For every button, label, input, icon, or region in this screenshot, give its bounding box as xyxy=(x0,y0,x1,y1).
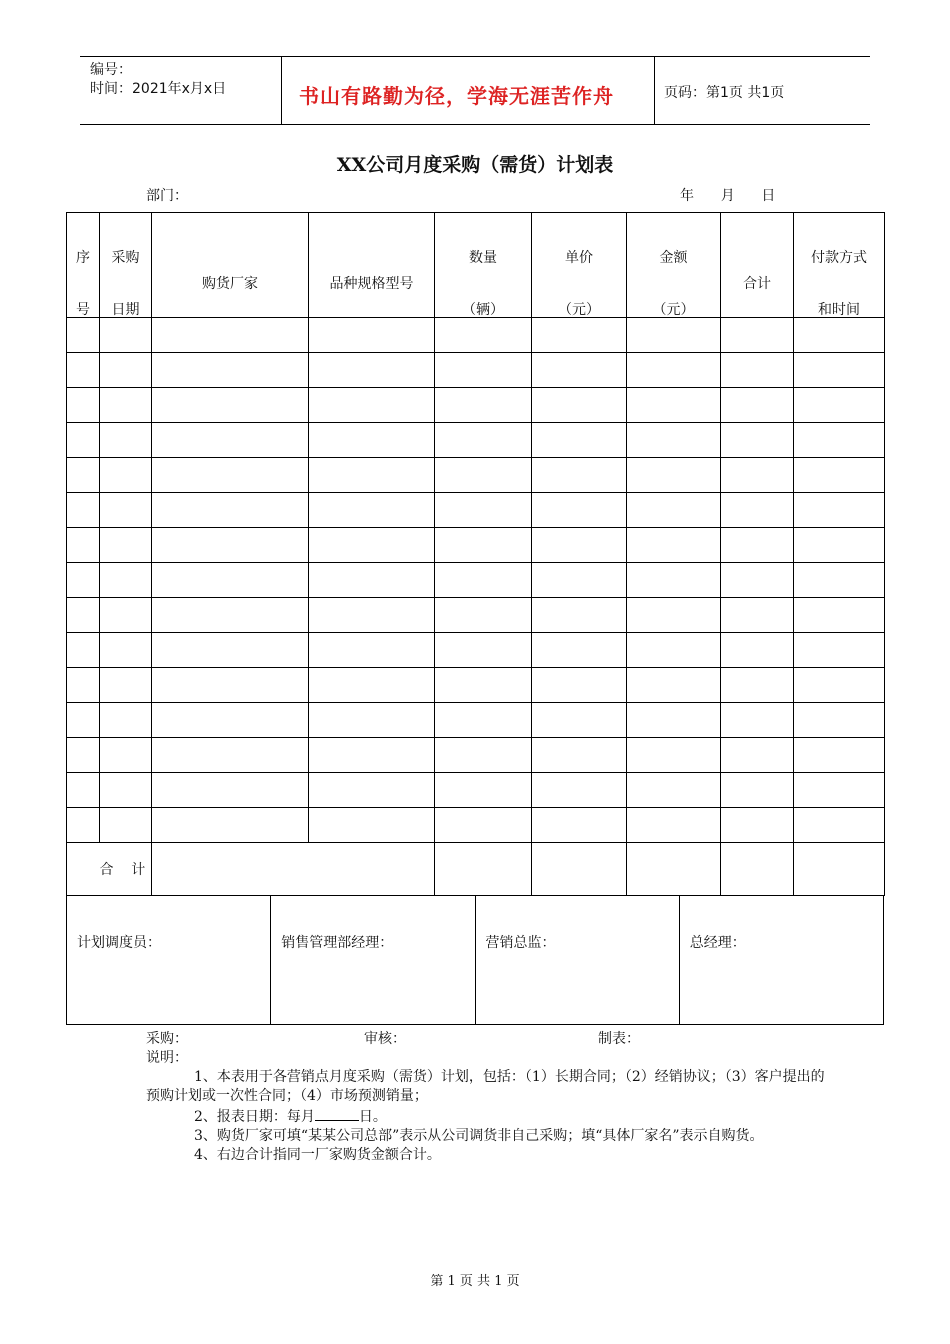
cell-seq[interactable] xyxy=(67,808,100,843)
cell-qty[interactable] xyxy=(435,493,532,528)
cell-vendor[interactable] xyxy=(152,633,309,668)
cell-qty[interactable] xyxy=(435,423,532,458)
col-seq: 序 号 xyxy=(76,250,90,318)
cell-amount[interactable] xyxy=(627,563,721,598)
total-amount-cell[interactable] xyxy=(627,843,721,896)
cell-payment[interactable] xyxy=(794,493,885,528)
cell-seq[interactable] xyxy=(67,458,100,493)
cell-amount[interactable] xyxy=(627,353,721,388)
serial-label: 编号： xyxy=(90,62,132,78)
table-row xyxy=(67,598,885,633)
sig-sales-manager[interactable]: 销售管理部经理： xyxy=(271,896,475,1024)
table-row xyxy=(67,318,885,353)
total-price-cell[interactable] xyxy=(532,843,627,896)
cell-seq[interactable] xyxy=(67,353,100,388)
cell-payment[interactable] xyxy=(794,458,885,493)
dept-label: 部门： xyxy=(146,188,188,204)
cell-date[interactable] xyxy=(100,458,152,493)
cell-amount[interactable] xyxy=(627,808,721,843)
cell-amount[interactable] xyxy=(627,528,721,563)
table-row xyxy=(67,458,885,493)
sig-marketing-director[interactable]: 营销总监： xyxy=(476,896,680,1024)
header-divider-left xyxy=(281,56,282,125)
cell-seq[interactable] xyxy=(67,528,100,563)
cell-qty[interactable] xyxy=(435,353,532,388)
plan-table xyxy=(66,212,885,896)
total-label: 合 计 xyxy=(99,862,146,878)
cell-date[interactable] xyxy=(100,668,152,703)
cell-seq[interactable] xyxy=(67,668,100,703)
cell-spec[interactable] xyxy=(309,598,435,633)
col-amount: 金额 （元） xyxy=(652,250,695,318)
cell-payment[interactable] xyxy=(794,633,885,668)
cell-subtotal[interactable] xyxy=(721,423,794,458)
cell-seq[interactable] xyxy=(67,703,100,738)
cell-price[interactable] xyxy=(532,318,627,353)
purchase-sign: 采购： xyxy=(146,1031,188,1047)
cell-subtotal[interactable] xyxy=(721,773,794,808)
cell-date[interactable] xyxy=(100,808,152,843)
cell-date[interactable] xyxy=(100,563,152,598)
cell-qty[interactable] xyxy=(435,808,532,843)
report-day-blank[interactable] xyxy=(315,1106,359,1121)
cell-amount[interactable] xyxy=(627,318,721,353)
table-row xyxy=(67,563,885,598)
cell-qty[interactable] xyxy=(435,388,532,423)
cell-seq[interactable] xyxy=(67,598,100,633)
cell-payment[interactable] xyxy=(794,773,885,808)
cell-spec[interactable] xyxy=(309,633,435,668)
cell-price[interactable] xyxy=(532,423,627,458)
col-date: 采购 日期 xyxy=(111,250,140,318)
cell-qty[interactable] xyxy=(435,528,532,563)
cell-seq[interactable] xyxy=(67,388,100,423)
table-row xyxy=(67,528,885,563)
header-bottom-rule xyxy=(80,124,870,125)
cell-amount[interactable] xyxy=(627,738,721,773)
table-header-row xyxy=(67,213,885,318)
cell-subtotal[interactable] xyxy=(721,388,794,423)
cell-vendor[interactable] xyxy=(152,528,309,563)
cell-vendor[interactable] xyxy=(152,388,309,423)
table-row xyxy=(67,493,885,528)
table-row xyxy=(67,353,885,388)
total-qty-cell[interactable] xyxy=(435,843,532,896)
cell-subtotal[interactable] xyxy=(721,493,794,528)
cell-amount[interactable] xyxy=(627,668,721,703)
table-row xyxy=(67,388,885,423)
cell-price[interactable] xyxy=(532,563,627,598)
form-title: XX公司月度采购（需货）计划表 xyxy=(336,154,614,176)
cell-qty[interactable] xyxy=(435,738,532,773)
cell-seq[interactable] xyxy=(67,318,100,353)
page-footer: 第 1 页 共 1 页 xyxy=(430,1274,520,1289)
cell-seq[interactable] xyxy=(67,773,100,808)
cell-spec[interactable] xyxy=(309,353,435,388)
cell-qty[interactable] xyxy=(435,773,532,808)
time-label: 时间：2021年x月x日 xyxy=(90,81,227,97)
cell-seq[interactable] xyxy=(67,633,100,668)
cell-subtotal[interactable] xyxy=(721,598,794,633)
cell-price[interactable] xyxy=(532,458,627,493)
cell-price[interactable] xyxy=(532,493,627,528)
cell-subtotal[interactable] xyxy=(721,808,794,843)
note-item-3: 3、购货厂家可填“某某公司总部”表示从公司调货非自己采购；填“具体厂家名”表示自购货。 xyxy=(194,1128,764,1144)
cell-price[interactable] xyxy=(532,353,627,388)
cell-payment[interactable] xyxy=(794,668,885,703)
cell-vendor[interactable] xyxy=(152,598,309,633)
cell-subtotal[interactable] xyxy=(721,353,794,388)
cell-subtotal[interactable] xyxy=(721,563,794,598)
note-item-4: 4、右边合计指同一厂家购货金额合计。 xyxy=(194,1147,441,1163)
cell-vendor[interactable] xyxy=(152,318,309,353)
cell-vendor[interactable] xyxy=(152,353,309,388)
header-divider-right xyxy=(654,56,655,125)
header-top-rule xyxy=(80,56,870,57)
cell-amount[interactable] xyxy=(627,703,721,738)
cell-qty[interactable] xyxy=(435,633,532,668)
cell-vendor[interactable] xyxy=(152,773,309,808)
cell-qty[interactable] xyxy=(435,458,532,493)
col-subtotal: 合计 xyxy=(743,276,771,292)
table-row xyxy=(67,808,885,843)
cell-seq[interactable] xyxy=(67,493,100,528)
cell-spec[interactable] xyxy=(309,668,435,703)
cell-seq[interactable] xyxy=(67,563,100,598)
cell-payment[interactable] xyxy=(794,353,885,388)
cell-spec[interactable] xyxy=(309,773,435,808)
cell-amount[interactable] xyxy=(627,633,721,668)
cell-spec[interactable] xyxy=(309,423,435,458)
table-row xyxy=(67,423,885,458)
prepared-sign: 制表： xyxy=(598,1031,640,1047)
cell-date[interactable] xyxy=(100,353,152,388)
cell-vendor[interactable] xyxy=(152,668,309,703)
total-payment-cell[interactable] xyxy=(794,843,885,896)
cell-subtotal[interactable] xyxy=(721,528,794,563)
cell-price[interactable] xyxy=(532,808,627,843)
cell-spec[interactable] xyxy=(309,458,435,493)
notes-section xyxy=(146,1030,826,1165)
cell-subtotal[interactable] xyxy=(721,738,794,773)
cell-spec[interactable] xyxy=(309,493,435,528)
col-price: 单价 （元） xyxy=(558,250,600,318)
cell-date[interactable] xyxy=(100,423,152,458)
date-label: 年 月 日 xyxy=(680,188,776,204)
cell-amount[interactable] xyxy=(627,773,721,808)
review-sign: 审核： xyxy=(364,1031,406,1047)
col-vendor: 购货厂家 xyxy=(202,276,258,292)
cell-date[interactable] xyxy=(100,493,152,528)
cell-payment[interactable] xyxy=(794,318,885,353)
cell-subtotal[interactable] xyxy=(721,633,794,668)
cell-vendor[interactable] xyxy=(152,703,309,738)
cell-amount[interactable] xyxy=(627,458,721,493)
cell-amount[interactable] xyxy=(627,598,721,633)
cell-vendor[interactable] xyxy=(152,738,309,773)
total-subtotal-cell[interactable] xyxy=(721,843,794,896)
cell-amount[interactable] xyxy=(627,388,721,423)
sig-planner[interactable]: 计划调度员： xyxy=(67,896,271,1024)
cell-spec[interactable] xyxy=(309,563,435,598)
cell-payment[interactable] xyxy=(794,528,885,563)
cell-date[interactable] xyxy=(100,703,152,738)
cell-price[interactable] xyxy=(532,528,627,563)
table-row xyxy=(67,633,885,668)
table-row xyxy=(67,738,885,773)
cell-vendor[interactable] xyxy=(152,423,309,458)
cell-payment[interactable] xyxy=(794,563,885,598)
cell-date[interactable] xyxy=(100,388,152,423)
cell-price[interactable] xyxy=(532,598,627,633)
cell-subtotal[interactable] xyxy=(721,668,794,703)
cell-payment[interactable] xyxy=(794,423,885,458)
cell-amount[interactable] xyxy=(627,493,721,528)
note-item-2: 2、报表日期：每月 日。 xyxy=(146,1106,826,1127)
page-label: 页码：第1页 共1页 xyxy=(664,85,785,101)
cell-price[interactable] xyxy=(532,388,627,423)
cell-subtotal[interactable] xyxy=(721,703,794,738)
col-qty: 数量 （辆） xyxy=(462,250,504,318)
cell-price[interactable] xyxy=(532,668,627,703)
col-payment: 付款方式 和时间 xyxy=(811,250,867,318)
note-item-1: 1、本表用于各营销点月度采购（需货）计划，包括：（1）长期合同；（2）经销协议；（3）客户提出的预购计划或一次性合同；（4）市场预测销量； xyxy=(146,1069,825,1104)
cell-price[interactable] xyxy=(532,703,627,738)
footer-signs xyxy=(146,1030,826,1049)
cell-seq[interactable] xyxy=(67,738,100,773)
cell-qty[interactable] xyxy=(435,598,532,633)
cell-payment[interactable] xyxy=(794,388,885,423)
cell-subtotal[interactable] xyxy=(721,458,794,493)
cell-payment[interactable] xyxy=(794,703,885,738)
cell-date[interactable] xyxy=(100,738,152,773)
cell-date[interactable] xyxy=(100,633,152,668)
cell-price[interactable] xyxy=(532,738,627,773)
cell-spec[interactable] xyxy=(309,318,435,353)
col-spec: 品种规格型号 xyxy=(329,276,414,292)
total-vendor-cell[interactable] xyxy=(152,843,435,896)
cell-seq[interactable] xyxy=(67,423,100,458)
cell-spec[interactable] xyxy=(309,808,435,843)
cell-qty[interactable] xyxy=(435,318,532,353)
table-row xyxy=(67,773,885,808)
cell-spec[interactable] xyxy=(309,703,435,738)
cell-date[interactable] xyxy=(100,528,152,563)
cell-subtotal[interactable] xyxy=(721,318,794,353)
table-row xyxy=(67,703,885,738)
cell-price[interactable] xyxy=(532,773,627,808)
total-row xyxy=(67,843,885,896)
cell-price[interactable] xyxy=(532,633,627,668)
cell-spec[interactable] xyxy=(309,388,435,423)
cell-qty[interactable] xyxy=(435,563,532,598)
cell-payment[interactable] xyxy=(794,808,885,843)
cell-qty[interactable] xyxy=(435,668,532,703)
signature-block xyxy=(66,896,884,1025)
sig-general-manager[interactable]: 总经理： xyxy=(689,935,746,951)
cell-amount[interactable] xyxy=(627,423,721,458)
cell-payment[interactable] xyxy=(794,738,885,773)
cell-vendor[interactable] xyxy=(152,563,309,598)
cell-date[interactable] xyxy=(100,773,152,808)
notes-title: 说明： xyxy=(146,1050,188,1066)
cell-payment[interactable] xyxy=(794,598,885,633)
cell-vendor[interactable] xyxy=(152,493,309,528)
cell-vendor[interactable] xyxy=(152,458,309,493)
table-row xyxy=(67,668,885,703)
motto: 书山有路勤为径，学海无涯苦作舟 xyxy=(299,84,614,108)
cell-date[interactable] xyxy=(100,598,152,633)
cell-date[interactable] xyxy=(100,318,152,353)
cell-spec[interactable] xyxy=(309,738,435,773)
cell-spec[interactable] xyxy=(309,528,435,563)
cell-qty[interactable] xyxy=(435,703,532,738)
cell-vendor[interactable] xyxy=(152,808,309,843)
